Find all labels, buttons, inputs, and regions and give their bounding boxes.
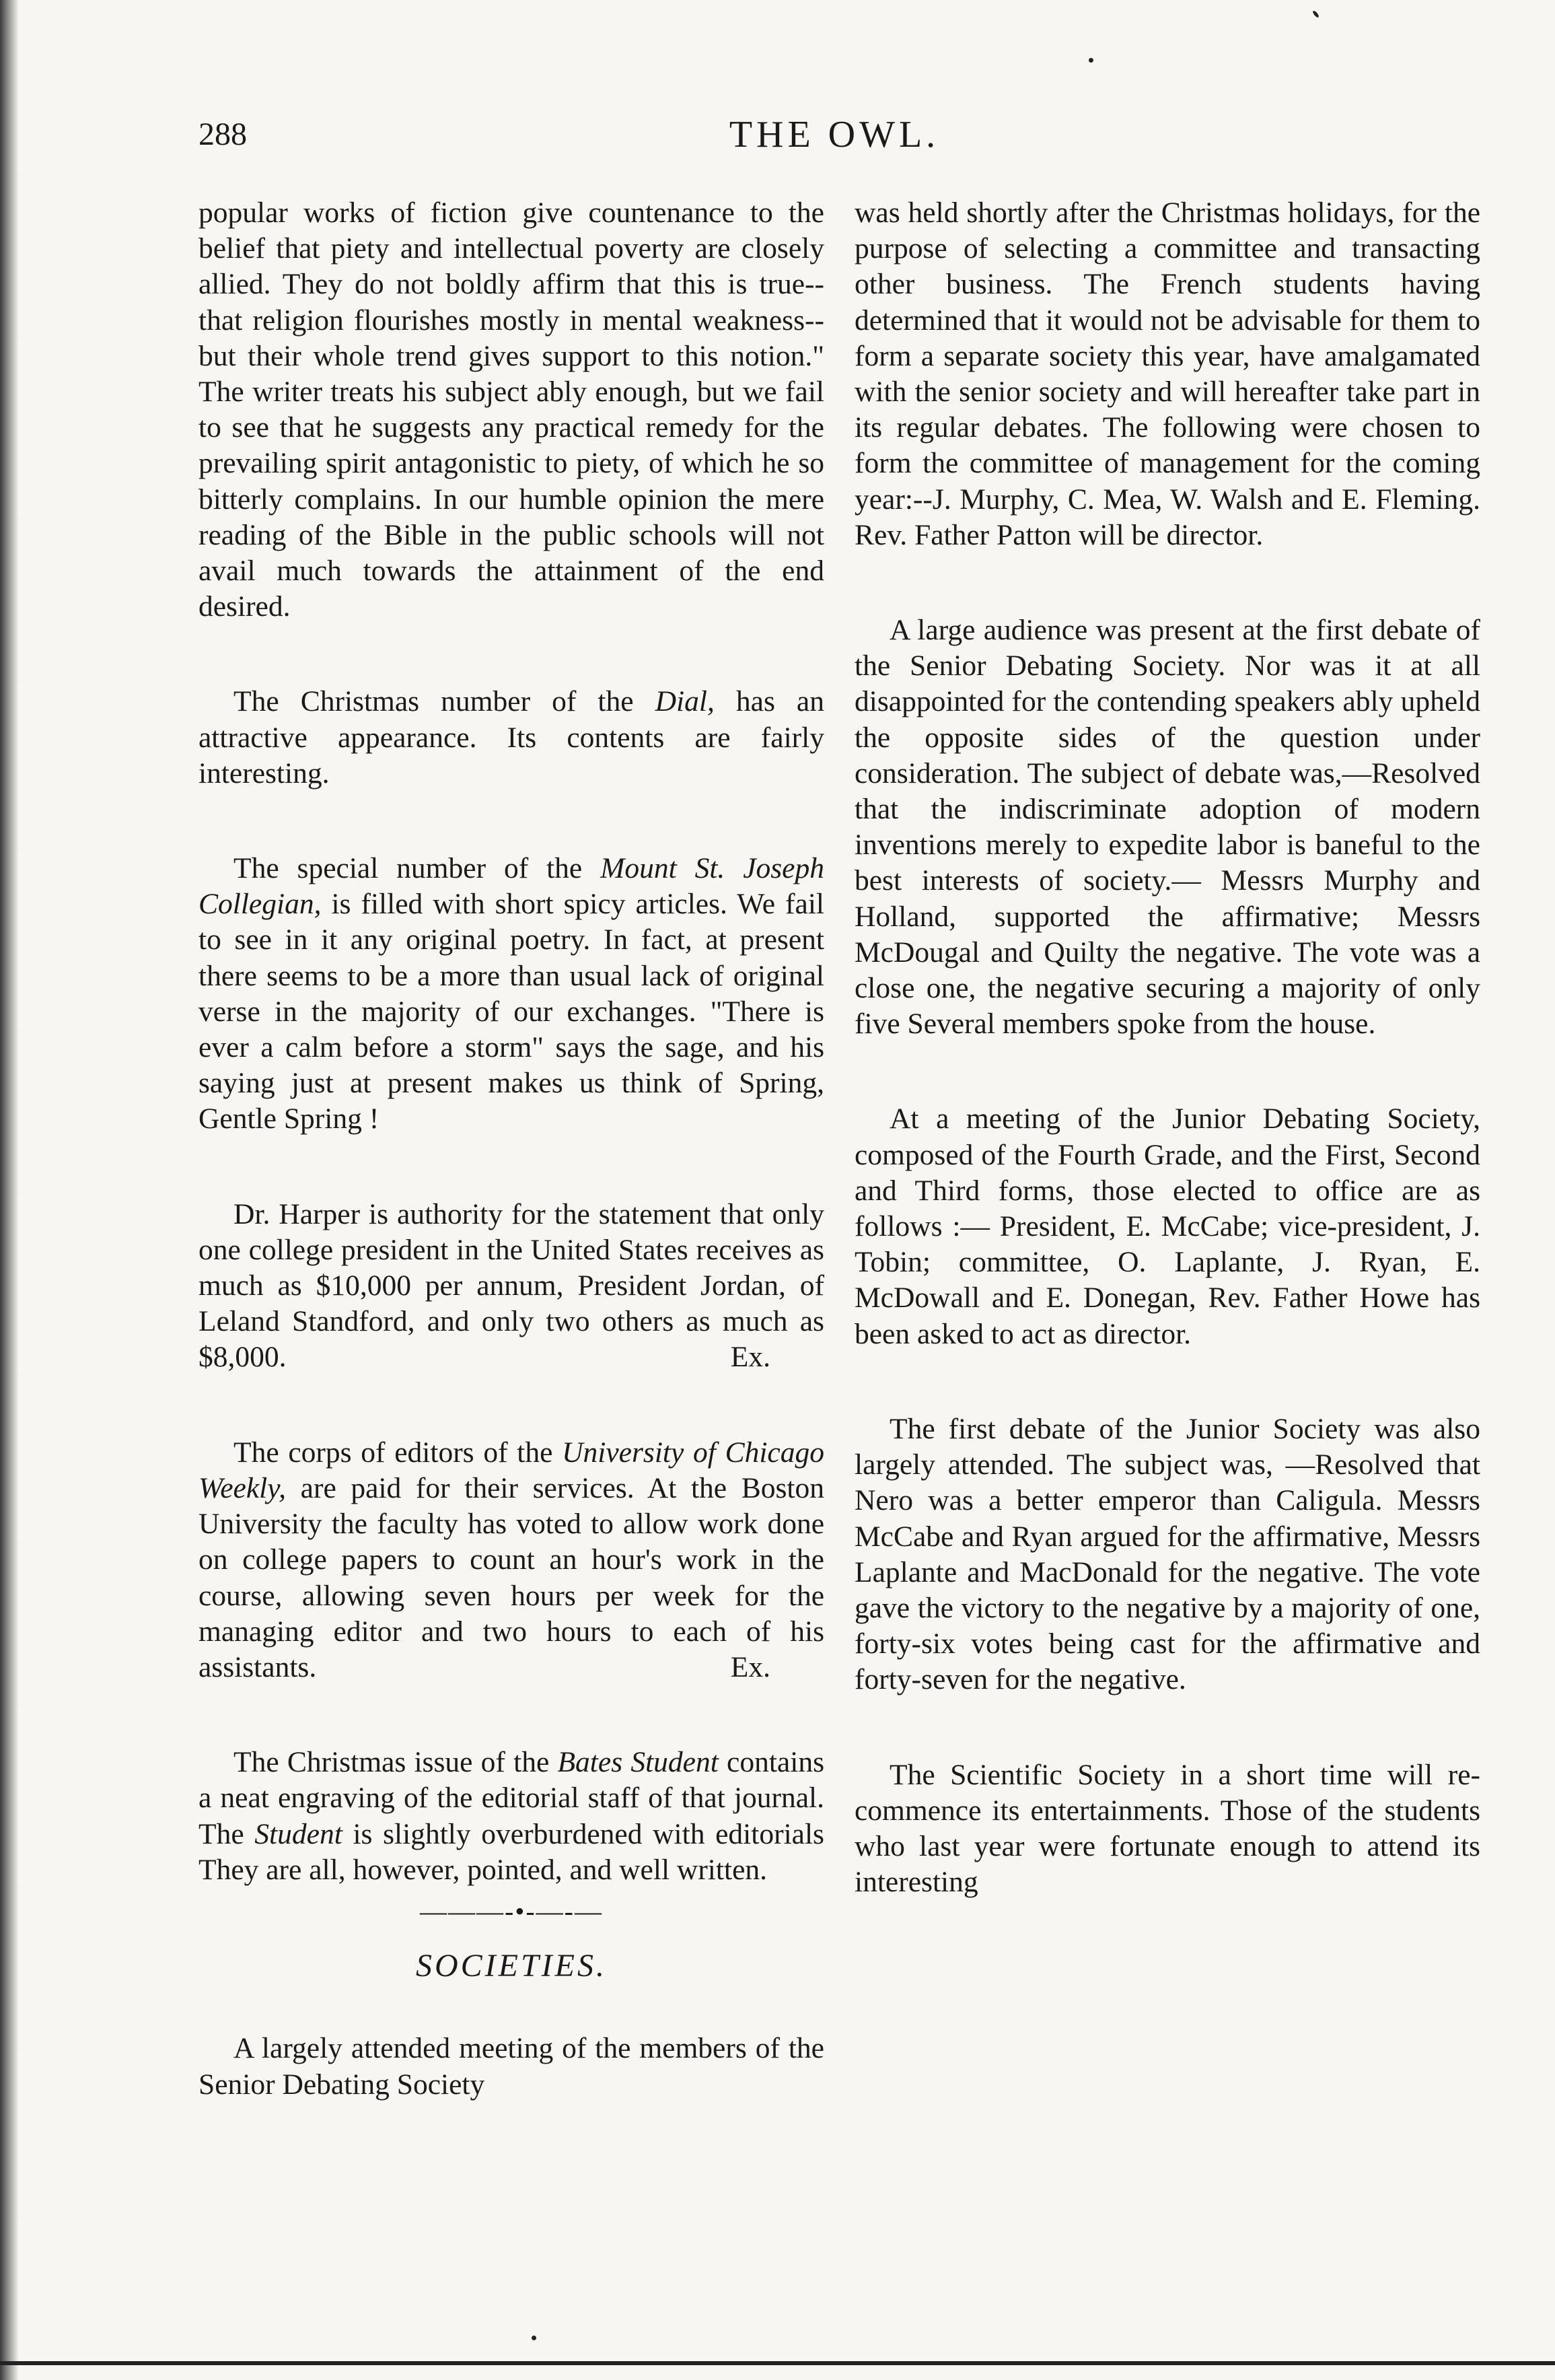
article-paragraph: was held shortly after the Christmas holidays, for the purpose of selecting a committee and transacting other business. The French students having determined that it would not be advisable for them to form a separate society this year, have amalgamated with the senior society and will hereafter take part in its regular debates. The following were chosen to form the committee of management for the coming year:--J. Murphy, C. Mea, W. Walsh and E. Fleming. Rev. Father Patton will be director. <box>855 197 1480 551</box>
article-paragraph: The Christmas number of the Dial, has an attractive appearance. Its contents are fairly interesting. <box>198 685 824 790</box>
article-paragraph: Dr. Harper is authority for the statement that only one college president in the United States receives as much as $10,000 per annum, President Jordan, of Leland Standford, and only two others as much as $8,000. Ex. <box>198 1197 824 1376</box>
article-paragraph: The Scientific Society in a short time will re-commence its entertainments. Those of the students who last year were fortunate enough to attend its interesting <box>855 1758 1480 1899</box>
publication-title: Mount St. Joseph Collegian, <box>198 852 824 921</box>
article-paragraph: The special number of the Mount St. Joseph Collegian, is filled with short spicy articles. We fail to see in it any original poetry. In fact, at present there seems to be a more than usual lack of original verse in the majority of our exchanges. "There is ever a calm before a storm" says the sage, and his saying just at present makes us think of Spring, Gentle Spring ! <box>198 852 824 1135</box>
publication-title: Student <box>254 1817 342 1850</box>
article-paragraph: The corps of editors of the University of Chicago Weekly, are paid for their services. At the Boston University the faculty has voted to allow work done on college papers to count an hour's work in the course, allowing seven hours per week for the managing editor and two hours to each of his assistants. Ex. <box>198 1435 824 1685</box>
right-column <box>855 195 1480 2329</box>
publication-title: Bates Student <box>557 1746 719 1779</box>
section-divider: ———-•-—-— <box>420 1895 603 1926</box>
binding-shadow <box>0 0 19 2380</box>
article-paragraph: A largely attended meeting of the members of the Senior Debating Society <box>198 2032 824 2101</box>
article-paragraph: popular works of fiction give countenance to the belief that piety and intellectual poverty are closely allied. They do not boldly affirm that this is true--that religion flourishes mostly in mental weakness-- but their whole trend gives support to this notion." The writer treats his subject ably enough, but we fail to see that he suggests any practical remedy for the prevailing spirit antagonistic to piety, of which he so bitterly complains. In our humble opinion the mere reading of the Bible in the public schools will not avail much towards the attainment of the end desired. <box>198 197 824 623</box>
page-bottom-edge <box>0 2361 1555 2365</box>
page-number: 288 <box>198 116 247 152</box>
article-paragraph: At a meeting of the Junior Debating Society, composed of the Fourth Grade, and the First, Second and Third forms, those elected to office are as follows :— President, E. McCabe; vice-president, J. Tobin; committee, O. Laplante, J. Ryan, E. McDowall and E. Donegan, Rev. Father Howe has been asked to act as director. <box>855 1102 1480 1350</box>
publication-title: University of Chicago Weekly, <box>198 1436 824 1504</box>
section-heading: SOCIETIES. <box>416 1948 607 1984</box>
ink-speck <box>1089 58 1093 63</box>
page-header <box>198 113 1470 167</box>
running-title: THE OWL. <box>729 114 940 155</box>
article-paragraph: The Christmas issue of the Bates Student contains a neat engraving of the editorial staff of that journal. The Student is slightly overburdened with editorials They are all, however, pointed, and well written. <box>198 1746 825 1886</box>
left-column <box>198 195 824 2329</box>
source-credit: Ex. <box>730 1650 770 1683</box>
ink-speck <box>532 2336 536 2340</box>
article-paragraph: A large audience was present at the first debate of the Senior Debating Society. Nor was it at all disappointed for the contending speakers ably upheld the opposite sides of the question under consideration. The subject of debate was,—Resolved that the indiscriminate adoption of modern inventions merely to expedite labor is baneful to the best interests of society.— Messrs Murphy and Holland, supported the affirmative; Messrs McDougal and Quilty the negative. The vote was a close one, the negative securing a majority of only five Several members spoke from the house. <box>855 614 1480 1041</box>
ink-speck <box>1312 10 1320 18</box>
article-paragraph: The first debate of the Junior Society was also largely attended. The subject was, —Resolved that Nero was a better emperor than Caligula. Messrs McCabe and Ryan argued for the affirmative, Messrs Laplante and MacDonald for the negative. The vote gave the victory to the negative by a majority of one, forty-six votes being cast for the affirmative and forty-seven for the negative. <box>855 1412 1480 1696</box>
publication-title: Dial, <box>655 685 715 718</box>
source-credit: Ex. <box>730 1341 770 1374</box>
